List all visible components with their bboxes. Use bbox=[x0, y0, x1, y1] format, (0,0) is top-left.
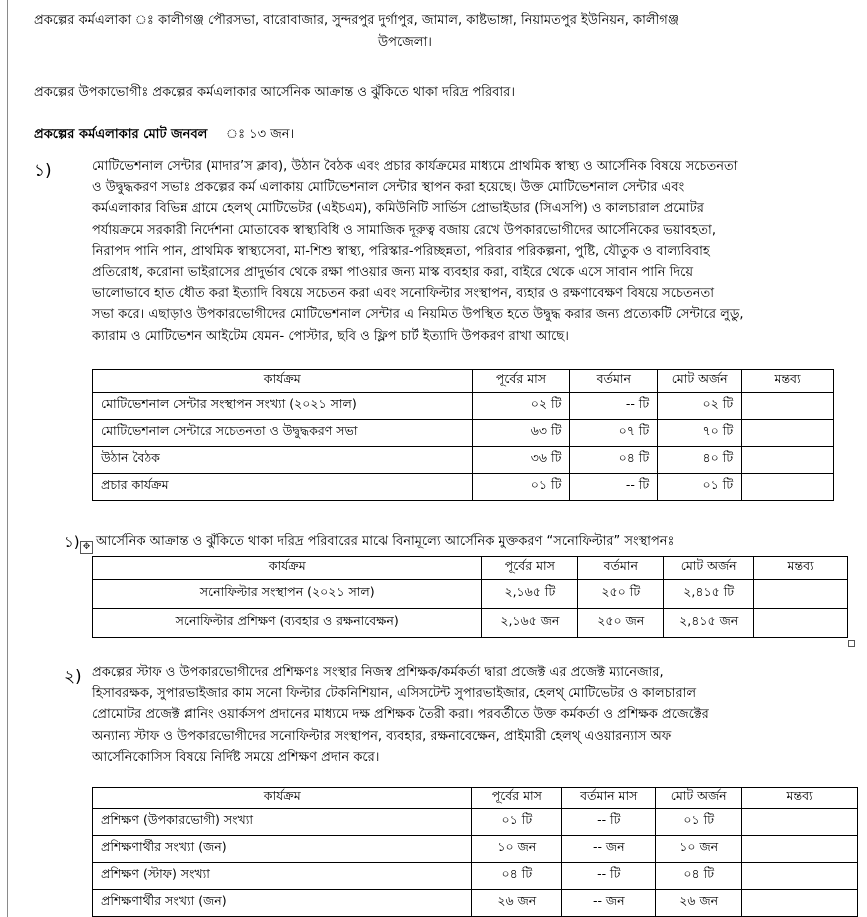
cell-current: ০৪ টি bbox=[570, 447, 658, 474]
training-table bbox=[92, 787, 858, 917]
manpower-label: প্রকল্পের কর্মএলাকার মোট জনবল bbox=[34, 127, 208, 142]
cell-total: ৭০ টি bbox=[658, 420, 742, 447]
cell-previous: ৩৬ টি bbox=[472, 447, 570, 474]
section-1-paragraph bbox=[92, 156, 862, 347]
table-row bbox=[93, 609, 848, 638]
cell-current: -- জন bbox=[562, 890, 656, 917]
cell-current: ২৫০ টি bbox=[578, 580, 664, 609]
cell-total: ০১ টি bbox=[656, 809, 742, 836]
section-1b-heading: আর্সেনিক আক্রান্ত ও ঝুঁকিতে থাকা দরিদ্র পরিবারের মাঝে বিনামূল্যে আর্সেনিক মুক্তকরণ “সনোফিল্টার” সংস্থাপনঃ bbox=[96, 534, 675, 549]
cell-previous: ০২ টি bbox=[472, 393, 570, 420]
table-row bbox=[93, 580, 848, 609]
col-header-total: মোট অর্জন bbox=[664, 557, 754, 580]
cell-remarks bbox=[754, 609, 848, 638]
cell-current: -- টি bbox=[562, 863, 656, 890]
col-header-remarks: মন্তব্য bbox=[754, 557, 848, 580]
paragraph-line: কর্মএলাকার বিভিন্ন গ্রামে হেলথ্ মোটিভেটর (এইচএম), কমিউনিটি সার্ভিস প্রোভাইডার (সিএসপি) ও কালচারাল প্রমোটর bbox=[92, 201, 704, 217]
table-row bbox=[93, 836, 858, 863]
cell-remarks bbox=[742, 393, 834, 420]
table-row bbox=[93, 474, 834, 501]
cell-total: ২৬ জন bbox=[656, 890, 742, 917]
cell-remarks bbox=[742, 863, 858, 890]
cell-previous: ৬৩ টি bbox=[472, 420, 570, 447]
table-row bbox=[93, 863, 858, 890]
cell-total: ০২ টি bbox=[658, 393, 742, 420]
paragraph-line: ভালোভাবে হাত ধৌত করা ইত্যাদি বিষয়ে সচেতন করা এবং সনোফিল্টার সংস্থাপন, ব্যহার ও রক্ষণাবেক্ষণ বিষয়ে সচেতনতা bbox=[92, 286, 715, 302]
cell-total: ২,৪১৫ টি bbox=[664, 580, 754, 609]
margin-line bbox=[7, 0, 8, 917]
cell-remarks bbox=[754, 580, 848, 609]
manpower-value: ঃ ১৩ জন। bbox=[225, 127, 295, 142]
table-resize-handle[interactable] bbox=[848, 640, 855, 647]
project-area-continuation: উপজেলা। bbox=[378, 35, 432, 50]
cell-activity: প্রশিক্ষণার্থীর সংখ্যা (জন) bbox=[93, 890, 472, 917]
cell-remarks bbox=[742, 420, 834, 447]
cell-remarks bbox=[742, 836, 858, 863]
cell-previous: ২৬ জন bbox=[472, 890, 562, 917]
cell-total: ১০ জন bbox=[656, 836, 742, 863]
cell-total: ২,৪১৫ জন bbox=[664, 609, 754, 638]
paragraph-line: মোটিভেশনাল সেন্টার (মাদার’স ক্লাব), উঠান বৈঠক এবং প্রচার কার্যক্রমের মাধ্যমে প্রাথমিক স্বাস্থ্য ও আর্সেনিক বিষয়ে সচেতনতা bbox=[92, 159, 738, 174]
col-header-total: মোট অর্জন bbox=[656, 788, 742, 809]
section-2-number: ২) bbox=[64, 667, 82, 687]
cell-activity: প্রশিক্ষণ (স্টাফ) সংখ্যা bbox=[93, 863, 472, 890]
table-row bbox=[93, 420, 834, 447]
cell-previous: ১০ জন bbox=[472, 836, 562, 863]
cell-remarks bbox=[742, 447, 834, 474]
cell-previous: ২,১৬৫ জন bbox=[482, 609, 578, 638]
col-header-remarks: মন্তব্য bbox=[742, 370, 834, 393]
table-move-handle-icon[interactable]: ✥ bbox=[80, 541, 93, 554]
paragraph-line: হিসাবরক্ষক, সুপারভাইজার কাম সনো ফিল্টার টেকনিশিয়ান, এসিসটেন্ট সুপারভাইজার, হেলথ্ মোটিভেটর ও কালচারাল bbox=[92, 686, 697, 702]
cell-activity: সনোফিল্টার প্রশিক্ষণ (ব্যবহার ও রক্ষনাবেক্ষন) bbox=[93, 609, 482, 638]
section-1b-number: ১) bbox=[64, 533, 80, 551]
cell-current: -- টি bbox=[562, 809, 656, 836]
paragraph-line: অন্যান্য স্টাফ ও উপকারভোগীদের সনোফিল্টার সংস্থাপন, ব্যবহার, রক্ষনাবেক্ষেন, প্রাইমারী হেলথ্ এওয়ারন্যাস অফ bbox=[92, 728, 672, 744]
cell-remarks bbox=[742, 474, 834, 501]
cell-activity: প্রশিক্ষণার্থীর সংখ্যা (জন) bbox=[93, 836, 472, 863]
col-header-activity: কার্যক্রম bbox=[93, 788, 472, 809]
col-header-remarks: মন্তব্য bbox=[742, 788, 858, 809]
table-row bbox=[93, 447, 834, 474]
section-1-number: ১) bbox=[34, 161, 52, 181]
paragraph-line: ও উদ্বুদ্ধকরণ সভাঃ প্রকল্পের কর্ম এলাকায় মোটিভেশনাল সেন্টার স্থাপন করা হয়েছে। উক্ত মোটিভেশনাল সেন্টার এবং bbox=[92, 180, 685, 196]
cell-current: ২৫০ জন bbox=[578, 609, 664, 638]
motivation-table bbox=[92, 369, 834, 501]
paragraph-line: পর্যায়ক্রমে সরকারী নির্দেশনা মোতাবেক স্বাস্থ্যবিধি ও সামাজিক দূরুত্ব বজায় রেখে উপকারভোগীদের আর্সেনিকের ভয়াবহতা, bbox=[92, 222, 716, 238]
cell-previous: ০১ টি bbox=[472, 809, 562, 836]
cell-total: ০১ টি bbox=[658, 474, 742, 501]
cell-current: -- জন bbox=[562, 836, 656, 863]
cell-total: ৪০ টি bbox=[658, 447, 742, 474]
sonofilter-table bbox=[92, 556, 848, 638]
cell-current: -- টি bbox=[570, 474, 658, 501]
cell-previous: ২,১৬৫ টি bbox=[482, 580, 578, 609]
table-row bbox=[93, 890, 858, 917]
col-header-previous: পূর্বের মাস bbox=[482, 557, 578, 580]
cell-remarks bbox=[742, 890, 858, 917]
manpower-line bbox=[34, 124, 294, 145]
cell-activity: প্রশিক্ষণ (উপকারভোগী) সংখ্যা bbox=[93, 809, 472, 836]
paragraph-line: প্রকল্পের স্টাফ ও উপকারভোগীদের প্রশিক্ষণঃ সংস্থার নিজস্ব প্রশিক্ষক/কর্মকর্তা দ্বারা প্রজেক্ট এর প্রজেক্ট ম্যানেজার, bbox=[92, 665, 664, 680]
col-header-total: মোট অর্জন bbox=[658, 370, 742, 393]
col-header-previous: পূর্বের মাস bbox=[472, 370, 570, 393]
table-row bbox=[93, 393, 834, 420]
cell-activity: মোটিভেশনাল সেন্টারে সচেতনতা ও উদ্বুদ্ধকরণ সভা bbox=[93, 420, 473, 447]
col-header-activity: কার্যক্রম bbox=[93, 370, 473, 393]
table-row bbox=[93, 809, 858, 836]
paragraph-line: সভা করে। এছাড়াও উপকারভোগীদের মোটিভেশনাল সেন্টার এ নিয়মিত উপস্থিত হতে উদ্বুদ্ধ করার জন্য প্রত্যেকটি সেন্টারে লুডু, bbox=[92, 307, 744, 323]
cell-total: ০৪ টি bbox=[656, 863, 742, 890]
cell-previous: ০১ টি bbox=[472, 474, 570, 501]
project-area-label: প্রকল্পের কর্মএলাকা ঃ bbox=[34, 13, 154, 28]
col-header-current: বর্তমান bbox=[570, 370, 658, 393]
cell-activity: উঠান বৈঠক bbox=[93, 447, 473, 474]
col-header-previous: পূর্বের মাস bbox=[472, 788, 562, 809]
cell-activity: প্রচার কার্যক্রম bbox=[93, 474, 473, 501]
cell-remarks bbox=[742, 809, 858, 836]
col-header-current: বর্তমান bbox=[578, 557, 664, 580]
col-header-current: বর্তমান মাস bbox=[562, 788, 656, 809]
paragraph-line: আর্সেনিকোসিস বিষয়ে নির্দিষ্ট সময়ে প্রশিক্ষণ প্রদান করে। bbox=[92, 749, 380, 765]
cell-current: ০৭ টি bbox=[570, 420, 658, 447]
project-area-value: কালীগঞ্জ পৌরসভা, বারোবাজার, সুন্দরপুর দুর্গাপুর, জামাল, কাষ্টভাঙ্গা, নিয়ামতপুর ইউনিয়ন, কালীগঞ্জ bbox=[157, 13, 679, 28]
cell-previous: ০৪ টি bbox=[472, 863, 562, 890]
cell-current: -- টি bbox=[570, 393, 658, 420]
project-area-line bbox=[34, 10, 679, 31]
paragraph-line: নিরাপদ পানি পান, প্রাথমিক স্বাস্থ্যসেবা, মা-শিশু স্বাস্থ্য, পরিস্কার-পরিচ্ছন্নতা, পরিবার পরিকল্পনা, পুষ্টি, যৌতুক ও বাল্যবিবাহ bbox=[92, 243, 710, 259]
paragraph-line: প্রতিরোধ, করোনা ভাইরাসের প্রাদুর্ভাব থেকে রক্ষা পাওয়ার জন্য মাস্ক ব্যবহার করা, বাইরে থেকে এসে সাবান পানি দিয়ে bbox=[92, 265, 694, 281]
section-2-paragraph bbox=[92, 662, 862, 768]
col-header-activity: কার্যক্রম bbox=[93, 557, 482, 580]
cell-activity: মোটিভেশনাল সেন্টার সংস্থাপন সংখ্যা (২০২১ সাল) bbox=[93, 393, 473, 420]
paragraph-line: প্রোমোটর প্রজেক্ট প্লানিং ওয়ার্কসপ প্রদানের মাধ্যমে দক্ষ প্রশিক্ষক তৈরী করা। পরবর্তীতে উক্ত কর্মকর্তা ও প্রশিক্ষক প্রজেক্টের bbox=[92, 707, 709, 723]
beneficiary-line: প্রকল্পের উপকাভোগীঃ প্রকল্পের কর্মএলাকার আর্সেনিক আক্রান্ত ও ঝুঁকিতে থাকা দরিদ্র পরিবার। bbox=[34, 85, 515, 100]
cell-activity: সনোফিল্টার সংস্থাপন (২০২১ সাল) bbox=[93, 580, 482, 609]
paragraph-line: ক্যারাম ও মোটিভেশন আইটেম যেমন- পোস্টার, ছবি ও ফ্লিপ চার্ট ইত্যাদি উপকরণ রাখা আছে। bbox=[92, 328, 569, 344]
